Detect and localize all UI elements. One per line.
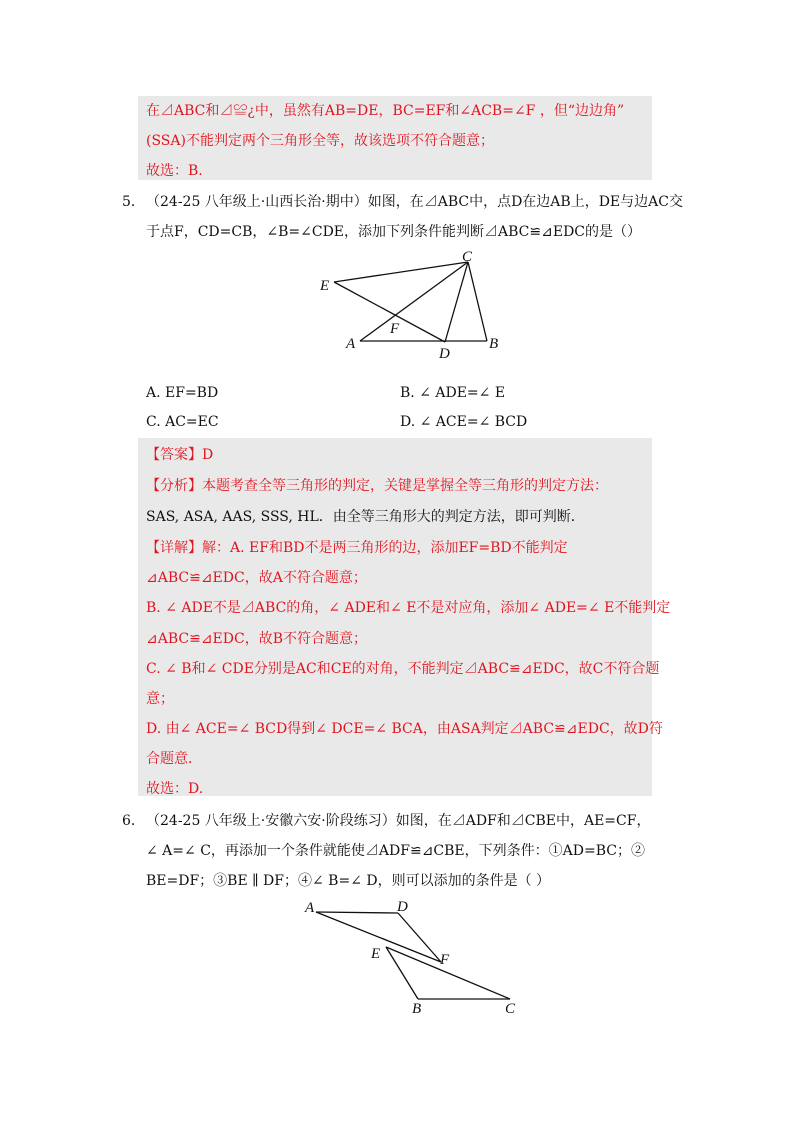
q5-detail-6: 意； (146, 691, 174, 707)
q5-analysis-1: 【分析】本题考查全等三角形的判定，关键是掌握全等三角形的判定方法： (146, 478, 608, 494)
q5-detail-7: D. 由∠ ACE=∠ BCD得到∠ DCE=∠ BCA，由ASA判定⊿ABC≌⊿EDC，故D符 (146, 721, 663, 737)
q6-label-a: A (305, 900, 315, 916)
q5-detail-2: ⊿ABC≌⊿EDC，故A不符合题意； (146, 570, 367, 586)
q5-option-a: A. EF=BD (146, 385, 219, 401)
q5-detail-3: B. ∠ ADE不是⊿ABC的角，∠ ADE和∠ E不是对应角，添加∠ ADE=∠ E不能判定 (146, 600, 671, 616)
q5-option-b: B. ∠ ADE=∠ E (400, 385, 506, 401)
q5-option-c: C. AC=EC (146, 414, 219, 430)
q5-detail-4: ⊿ABC≌⊿EDC，故B不符合题意； (146, 631, 368, 647)
q5-detail-9: 故选：D. (146, 781, 204, 797)
q5-answer: 【答案】D (146, 447, 214, 463)
q5-number: 5． (122, 194, 145, 210)
q6-line-3: BE=DF；③BE ∥ DF；④∠ B=∠ D，则可以添加的条件是（ ） (146, 873, 551, 889)
q6-line-2: ∠ A=∠ C，再添加一个条件就能使⊿ADF≌⊿CBE，下列条件：①AD=BC；② (146, 843, 645, 859)
q5-label-a: A (346, 336, 356, 352)
q5-line-2: 于点F，CD=CB，∠B=∠CDE，添加下列条件能判断⊿ABC≌⊿EDC的是（） (146, 224, 642, 240)
q6-label-e: E (371, 946, 381, 962)
q6-label-c: C (505, 1001, 516, 1017)
q6-label-b: B (412, 1001, 422, 1017)
q5-label-f: F (390, 321, 400, 337)
q6-number: 6． (122, 813, 145, 829)
q5-option-d: D. ∠ ACE=∠ BCD (400, 414, 528, 430)
q6-label-f: F (440, 952, 450, 968)
q6-label-d: D (397, 899, 408, 915)
top-box-line-1: 在⊿ABC和⊿≌¿中，虽然有AB=DE，BC=EF和∠ACB=∠F ，但“边边角” (146, 103, 625, 119)
top-box-line-3: 故选：B. (146, 163, 203, 179)
q5-label-b: B (489, 336, 499, 352)
q5-label-e: E (320, 278, 330, 294)
q5-detail-1: 【详解】解：A. EF和BD不是两三角形的边，添加EF=BD不能判定 (146, 540, 568, 556)
q5-detail-8: 合题意． (146, 751, 202, 767)
top-box-line-2: (SSA)不能判定两个三角形全等，故该选项不符合题意； (146, 133, 494, 149)
q5-analysis-2: SAS, ASA, AAS, SSS, HL．由全等三角形大的判定方法，即可判断． (146, 509, 585, 525)
q5-detail-5: C. ∠ B和∠ CDE分别是AC和CE的对角，不能判定⊿ABC≌⊿EDC，故C不符合题 (146, 661, 660, 677)
q5-line-1: （24-25 八年级上·山西长治·期中）如图，在⊿ABC中，点D在边AB上，DE与边AC交 (146, 194, 683, 210)
q5-label-d: D (439, 346, 450, 362)
q6-line-1: （24-25 八年级上·安徽六安·阶段练习）如图，在⊿ADF和⊿CBE中，AE=CF， (146, 813, 651, 829)
q5-label-c: C (462, 249, 473, 265)
